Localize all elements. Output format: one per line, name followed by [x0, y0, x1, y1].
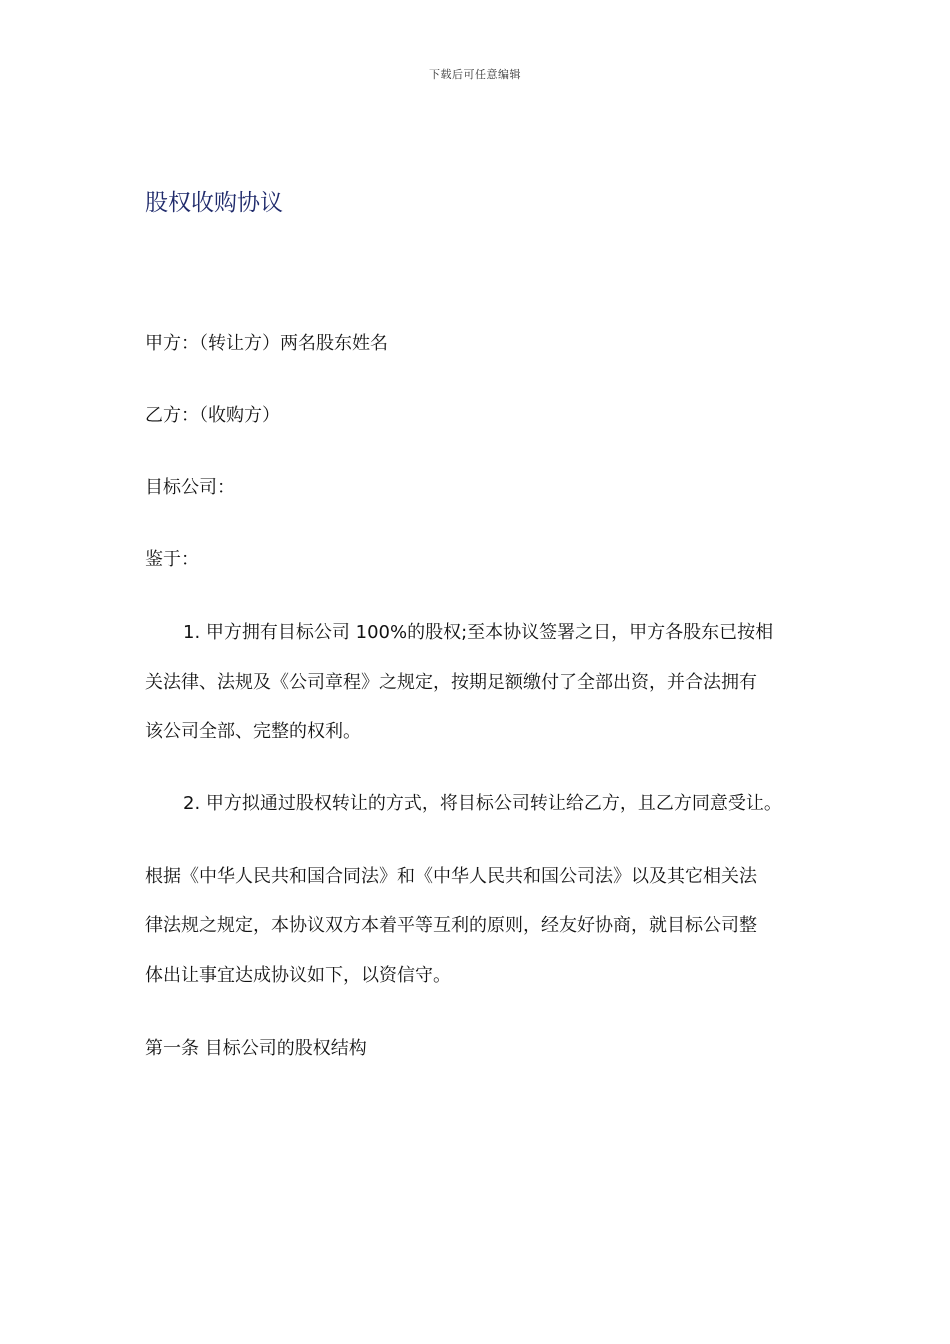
- recital-1-line-2: 关法律、法规及《公司章程》之规定，按期足额缴付了全部出资，并合法拥有: [145, 672, 757, 693]
- party-b-line: 乙方：（收购方）: [145, 405, 280, 426]
- recital-2-line-1: 2. 甲方拟通过股权转让的方式，将目标公司转让给乙方，且乙方同意受让。: [183, 793, 782, 814]
- party-a-line: 甲方：（转让方）两名股东姓名: [145, 333, 388, 354]
- document-title: 股权收购协议: [145, 190, 283, 216]
- header-note: 下载后可任意编辑: [429, 68, 521, 81]
- basis-line-1: 根据《中华人民共和国合同法》和《中华人民共和国公司法》以及其它相关法: [145, 866, 757, 887]
- whereas-line: 鉴于：: [145, 549, 199, 570]
- article-1-heading: 第一条 目标公司的股权结构: [145, 1038, 367, 1059]
- recital-1-line-1: 1. 甲方拥有目标公司 100%的股权;至本协议签署之日，甲方各股东已按相: [183, 622, 774, 643]
- recital-1-line-3: 该公司全部、完整的权利。: [145, 721, 361, 742]
- basis-line-2: 律法规之规定，本协议双方本着平等互利的原则，经友好协商，就目标公司整: [145, 915, 757, 936]
- basis-line-3: 体出让事宜达成协议如下，以资信守。: [145, 965, 451, 986]
- target-company-line: 目标公司：: [145, 477, 235, 498]
